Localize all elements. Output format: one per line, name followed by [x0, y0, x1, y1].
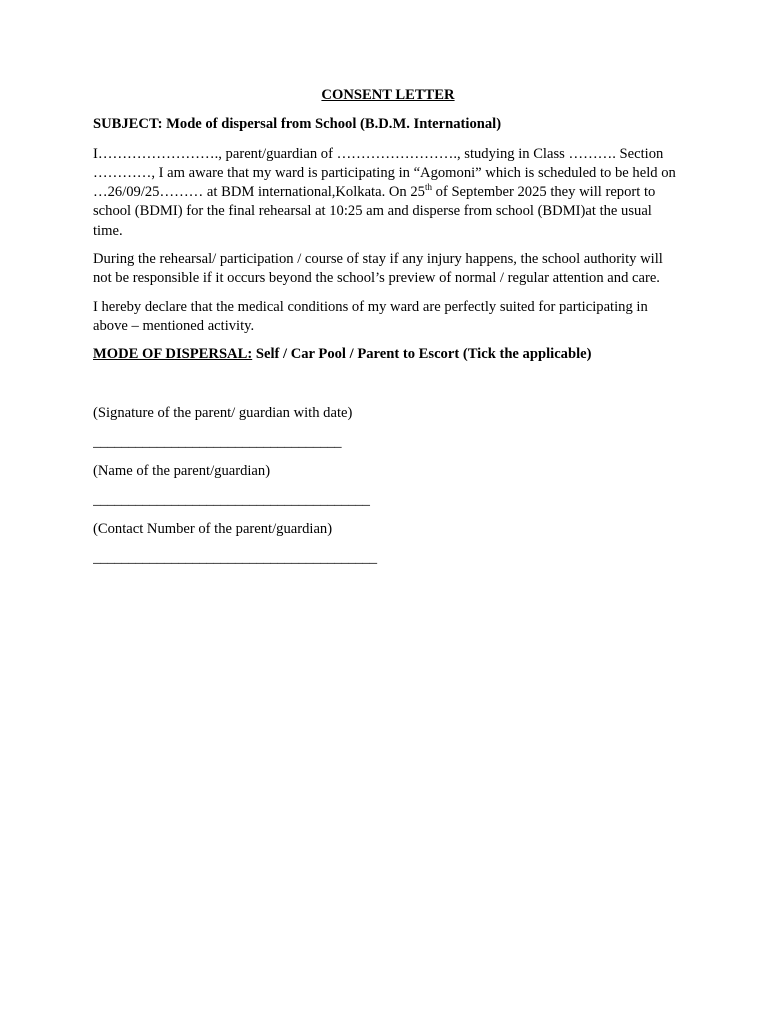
letter-title: CONSENT LETTER	[321, 87, 455, 103]
mode-of-dispersal-label: MODE OF DISPERSAL:	[93, 346, 253, 363]
signature-field-label: (Signature of the parent/ guardian with date)	[93, 404, 353, 421]
name-underline: _______________________________________	[93, 491, 370, 508]
signature-block	[93, 404, 683, 578]
letter-subject: SUBJECT: Mode of dispersal from School (B.D.M. International)	[93, 116, 502, 133]
ordinal-suffix: th	[424, 182, 432, 193]
contact-underline: ________________________________________	[93, 549, 377, 566]
contact-field-label: (Contact Number of the parent/guardian)	[93, 520, 333, 537]
contact-line[interactable]	[93, 539, 683, 578]
mode-of-dispersal	[93, 345, 683, 364]
consent-paragraph	[93, 145, 683, 241]
letter-body	[93, 86, 683, 578]
consent-text-start: I……………………., parent/guardian of ……………………., studying in Class ………. Section …………, I am aware that my ward is participating in “Agomoni” which is scheduled to be held on …26/09/25……… at BDM international,Kolkata. On 25	[93, 145, 676, 201]
name-field-label: (Name of the parent/guardian)	[93, 462, 271, 479]
liability-paragraph: During the rehearsal/ participation / course of stay if any injury happens, the school authority will not be responsible if it occurs beyond the school’s preview of normal / regular attention and care.	[93, 251, 663, 287]
signature-line[interactable]	[93, 423, 683, 462]
signature-underline: ___________________________________	[93, 433, 342, 450]
mode-of-dispersal-options: Self / Car Pool / Parent to Escort (Tick the applicable)	[252, 346, 592, 363]
consent-text-end: of September 2025 they will report to school (BDMI) for the final rehearsal at 10:25 am and disperse from school (BDMI)at the usual time.	[93, 184, 656, 239]
medical-declaration-paragraph: I hereby declare that the medical conditions of my ward are perfectly suited for participating in above – mentioned activity.	[93, 298, 648, 334]
name-line[interactable]	[93, 481, 683, 520]
